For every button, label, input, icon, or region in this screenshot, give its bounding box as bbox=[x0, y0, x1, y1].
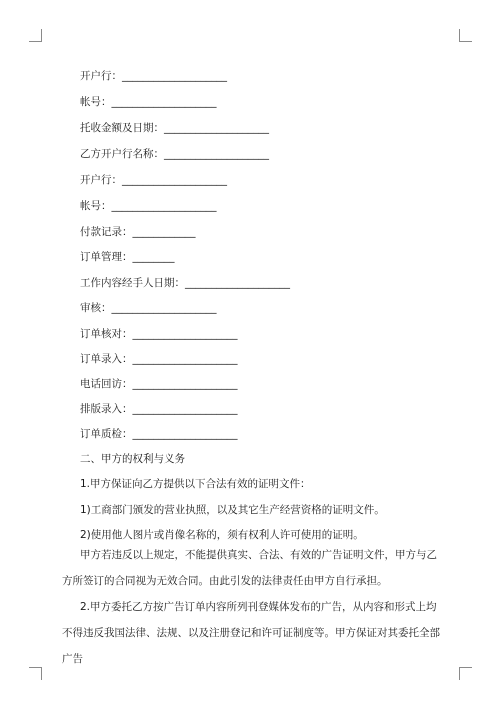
paragraph-validity: 甲方若违反以上规定，不能提供真实、合法、有效的广告证明文件，甲方与乙方所签订的合同视为无效合同。由此引发的法律责任由甲方自行承担。 bbox=[62, 549, 437, 587]
crop-mark-top-left bbox=[29, 29, 42, 42]
field-account-number-b: 帐号：____________________ bbox=[80, 200, 217, 212]
field-review: 审核：____________________ bbox=[80, 302, 217, 314]
clause-heading: 1.甲方保证向乙方提供以下合法有效的证明文件： bbox=[80, 478, 311, 490]
field-order-entry: 订单录入：____________________ bbox=[80, 353, 238, 365]
field-collection-amount-date: 托收金额及日期：____________________ bbox=[80, 122, 269, 134]
crop-mark-bottom-right bbox=[459, 667, 472, 680]
field-bank-branch-a: 开户行：____________________ bbox=[80, 70, 227, 82]
clause-item-1: 1)工商部门颁发的营业执照，以及其它生产经营资格的证明文件。 bbox=[80, 504, 385, 516]
field-layout-entry: 排版录入：____________________ bbox=[80, 403, 238, 415]
field-account-number-a: 帐号：____________________ bbox=[80, 96, 217, 108]
field-order-check: 订单核对：____________________ bbox=[80, 328, 238, 340]
field-bank-branch-b: 开户行：____________________ bbox=[80, 174, 227, 186]
field-order-management: 订单管理：________ bbox=[80, 251, 175, 263]
field-phone-followup: 电话回访：____________________ bbox=[80, 378, 238, 390]
clause-item-2: 2)使用他人图片或肖像名称的，须有权利人许可使用的证明。 bbox=[80, 529, 364, 541]
paragraph-advertising-content: 2.甲方委托乙方按广告订单内容所列刊登媒体发布的广告，从内容和形式上均不得违反我国法律、法规、以及注册登记和许可证制度等。甲方保证对其委托全部广告 bbox=[62, 601, 440, 665]
field-payment-record: 付款记录：____________ bbox=[80, 226, 196, 238]
field-party-b-bank-name: 乙方开户行名称：____________________ bbox=[80, 148, 269, 160]
field-order-quality-check: 订单质检：____________________ bbox=[80, 428, 238, 440]
crop-mark-top-right bbox=[459, 29, 472, 42]
crop-mark-bottom-left bbox=[29, 667, 42, 680]
field-work-handler-date: 工作内容经手人日期：____________________ bbox=[80, 277, 290, 289]
section-heading: 二、甲方的权利与义务 bbox=[80, 453, 185, 465]
